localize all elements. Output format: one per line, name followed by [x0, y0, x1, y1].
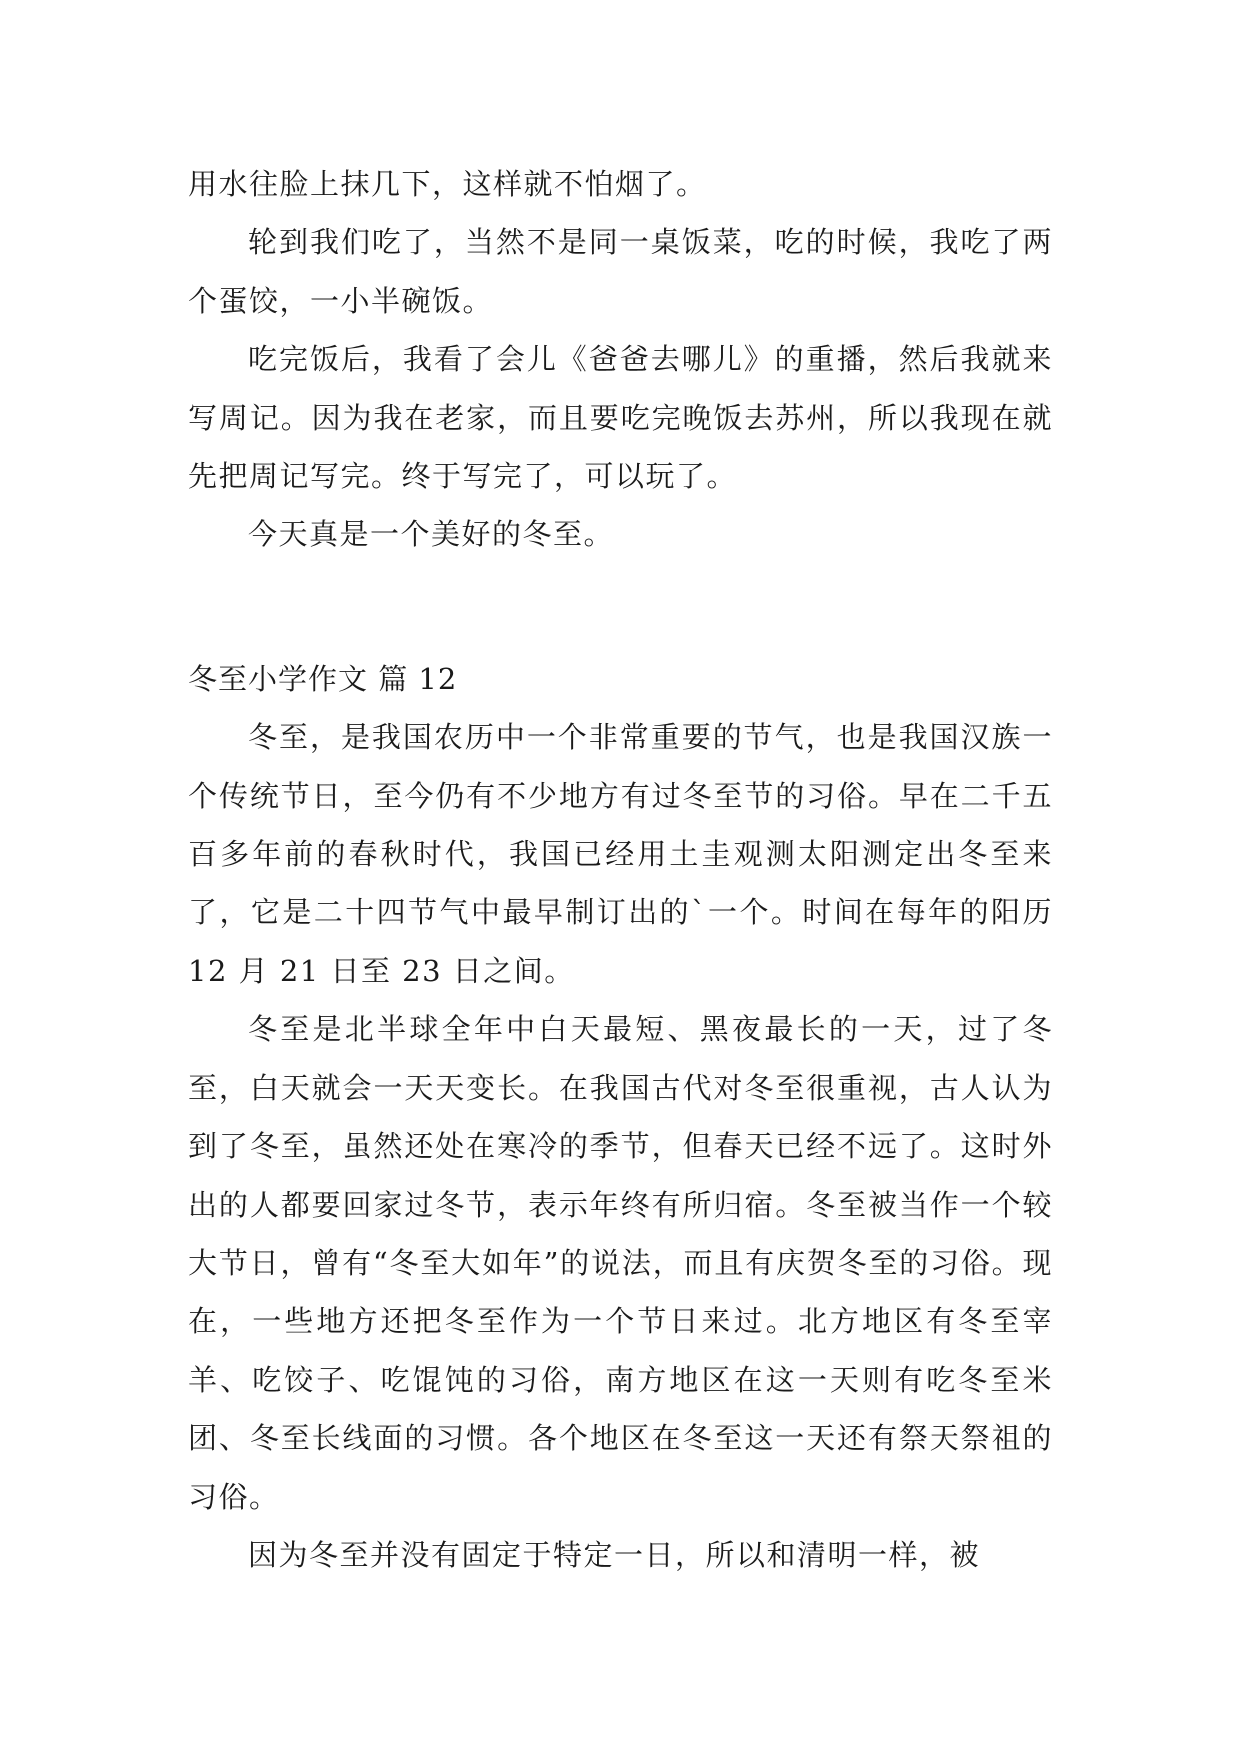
essay-body	[188, 708, 1053, 1584]
document-page	[188, 155, 1053, 1584]
paragraph: 吃完饭后，我看了会儿《爸爸去哪儿》的重播，然后我就来写周记。因为我在老家，而且要吃完晚饭去苏州，所以我现在就先把周记写完。终于写完了，可以玩了。	[188, 342, 1053, 494]
essay-continuation	[188, 155, 1053, 564]
paragraph: 轮到我们吃了，当然不是同一桌饭菜，吃的时候，我吃了两个蛋饺，一小半碗饭。	[188, 225, 1053, 318]
paragraph: 冬至是北半球全年中白天最短、黑夜最长的一天，过了冬至，白天就会一天天变长。在我国古代对冬至很重视，古人认为到了冬至，虽然还处在寒冷的季节，但春天已经不远了。这时外出的人都要回家过冬节，表示年终有所归宿。冬至被当作一个较大节日，曾有“冬至大如年”的说法，而且有庆贺冬至的习俗。现在，一些地方还把冬至作为一个节日来过。北方地区有冬至宰羊、吃饺子、吃馄饨的习俗，南方地区在这一天则有吃冬至米团、冬至长线面的习惯。各个地区在冬至这一天还有祭天祭祖的习俗。	[188, 1012, 1053, 1514]
paragraph-continued: 用水往脸上抹几下，这样就不怕烟了。	[188, 167, 707, 201]
paragraph: 因为冬至并没有固定于特定一日，所以和清明一样，被	[248, 1537, 981, 1572]
paragraph: 今天真是一个美好的冬至。	[248, 517, 615, 552]
essay-heading: 冬至小学作文 篇 12	[188, 661, 458, 696]
paragraph: 冬至，是我国农历中一个非常重要的节气，也是我国汉族一个传统节日，至今仍有不少地方有过冬至节的习俗。早在二千五百多年前的春秋时代，我国已经用土圭观测太阳测定出冬至来了，它是二十四节气中最早制订出的`一个。时间在每年的阳历 12 月 21 日至 23 日之间。	[188, 720, 1053, 988]
